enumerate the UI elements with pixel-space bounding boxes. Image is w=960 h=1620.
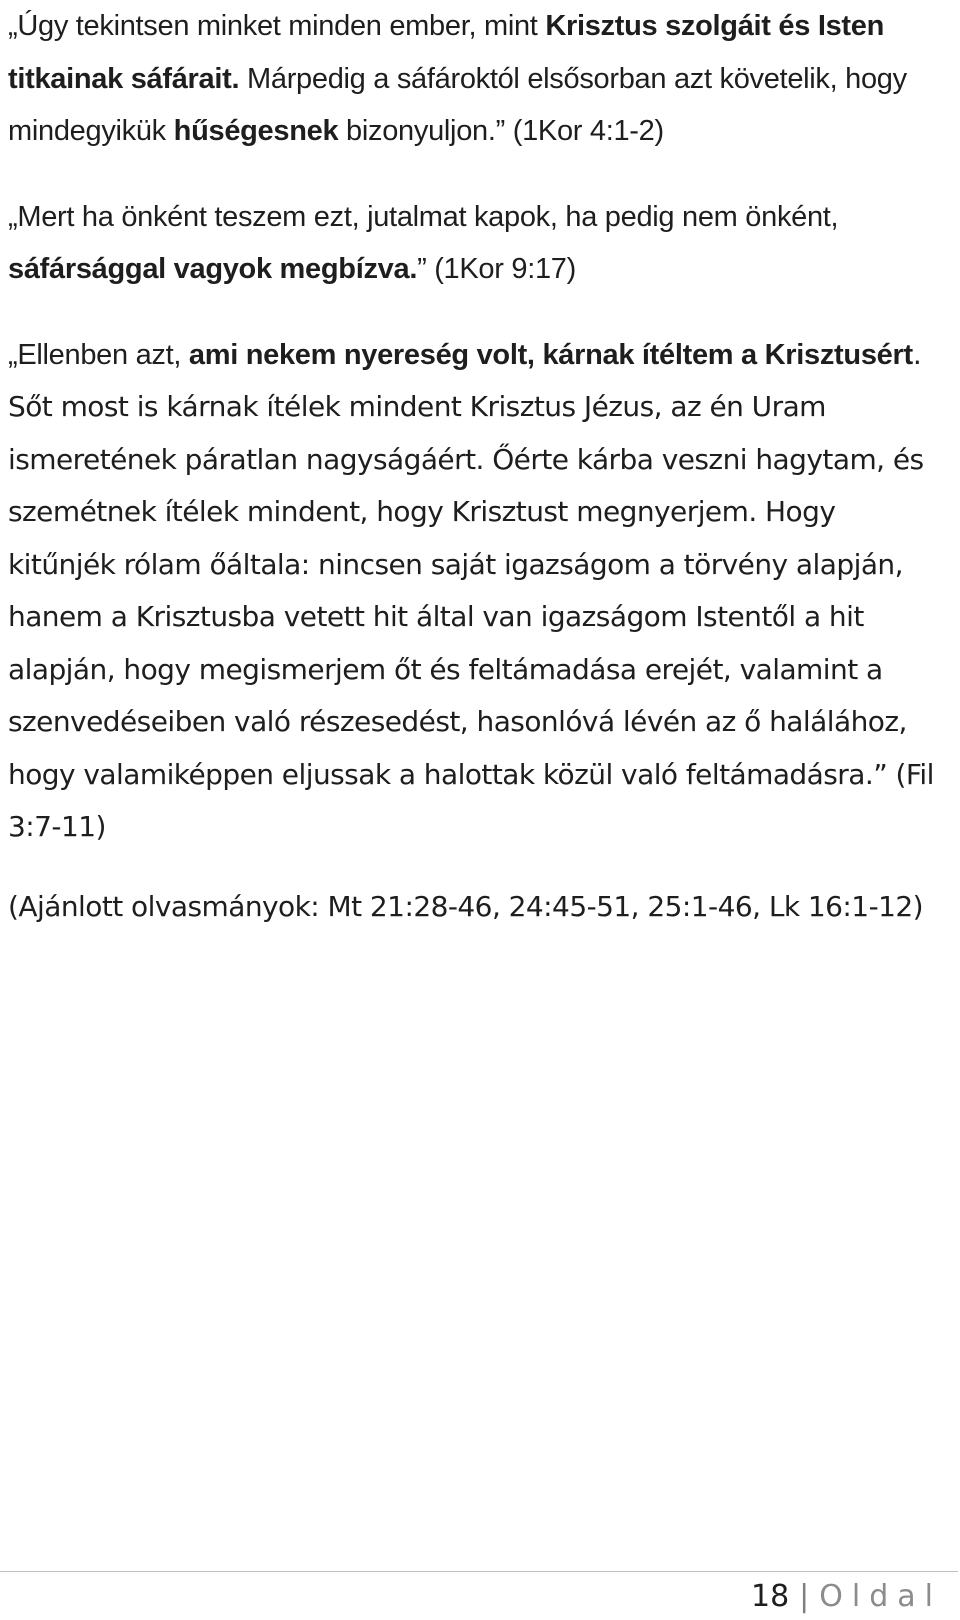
paragraph-recommended-readings [8, 881, 948, 934]
page-number: 18 [750, 1579, 790, 1614]
paragraph-fil-3 [8, 329, 948, 854]
document-body [8, 0, 948, 933]
footer-page-label: Oldal [819, 1579, 942, 1614]
footer-separator: | [799, 1579, 810, 1614]
paragraph-1kor-9-bold-1: sáfársággal vagyok megbízva. [8, 253, 418, 285]
paragraph-1kor-9-text-2: ” (1Kor 9:17) [417, 253, 576, 285]
paragraph-1kor-4-text-3: bizonyuljon.” (1Kor 4:1-2) [338, 115, 664, 147]
paragraph-fil-3-text-1: „Ellenben azt, [8, 338, 189, 371]
paragraph-fil-3-text-2: . Sőt most is kárnak ítélek mindent Krisztus Jézus, az én Uram ismeretének páratlan nagyságáért. Őérte kárba veszni hagytam, és szemétnek ítélek mindent, hogy Krisztust megnyerjem. Hogy kitűnjék rólam őáltala: nincsen saját igazságom a törvény alapján, hanem a Krisztusba vetett hit által van igazságom Istentől a hit alapján, hogy megismerjem őt és feltámadása erejét, valamint a szenvedéseiben való részesedést, hasonlóvá lévén az ő halálához, hogy valamiképpen eljussak a halottak közül való feltámadásra.” (Fil 3:7-11) [8, 337, 934, 843]
page-footer [751, 1577, 942, 1617]
footer-divider [0, 1571, 958, 1572]
paragraph-1kor-9 [8, 191, 948, 296]
paragraph-1kor-9-text-1: „Mert ha önként teszem ezt, jutalmat kapok, ha pedig nem önként, [8, 200, 839, 233]
paragraph-1kor-4 [8, 0, 948, 158]
paragraph-fil-3-bold-1: ami nekem nyereség volt, kárnak ítéltem a Krisztusért [188, 338, 913, 371]
paragraph-1kor-4-text-2: Márpedig a sáfároktól elsősorban azt követelik, hogy mindegyikük [8, 62, 907, 147]
paragraph-1kor-4-bold-1: Krisztus szolgáit és Isten titkainak sáfárait. [8, 10, 885, 95]
paragraph-1kor-4-bold-2: hűségesnek [173, 115, 339, 147]
paragraph-1kor-4-text-1: „Úgy tekintsen minket minden ember, mint [8, 10, 546, 42]
recommended-readings-text: (Ajánlott olvasmányok: Mt 21:28-46, 24:45-51, 25:1-46, Lk 16:1-12) [8, 889, 924, 923]
